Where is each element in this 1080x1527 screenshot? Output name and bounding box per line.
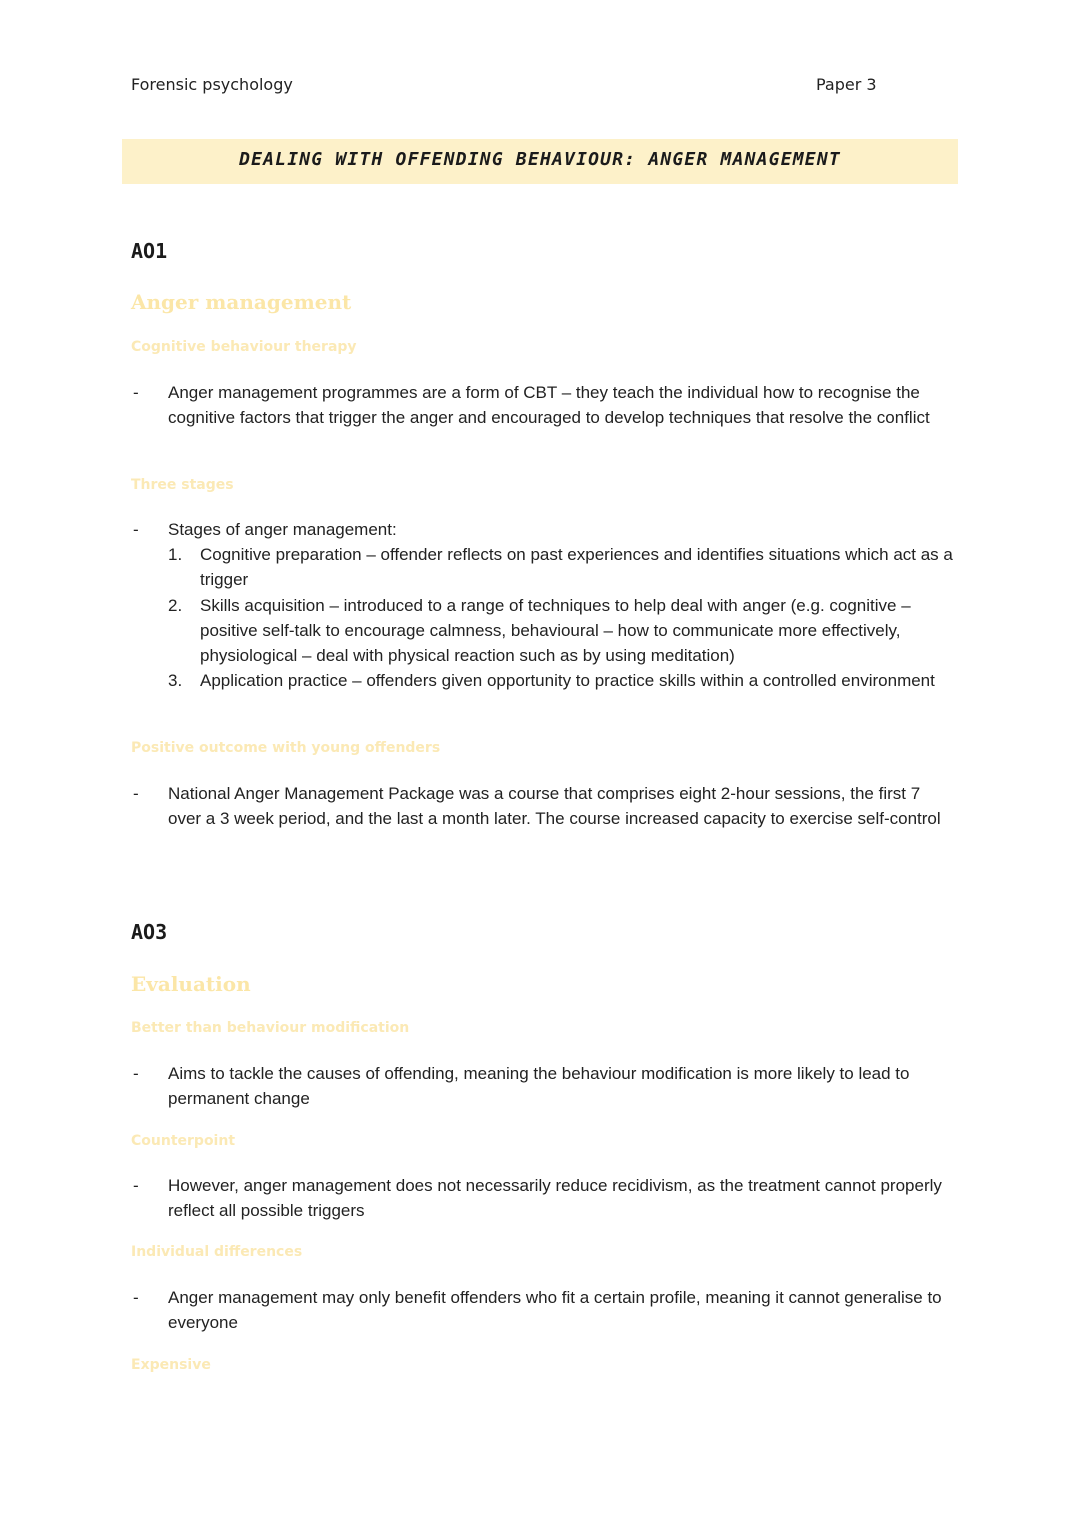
young-offenders-bullet <box>133 781 953 832</box>
ao3-label: AO3 <box>131 920 168 944</box>
bullet-marker: - <box>133 383 139 402</box>
bullet-text: Anger management programmes are a form of CBT – they teach the individual how to recognise the cognitive factors that trigger the anger and encouraged to develop techniques that resolve the conflict <box>168 383 930 428</box>
cbt-bullet <box>133 380 953 431</box>
bullet-text: Aims to tackle the causes of offending, meaning the behaviour modification is more likely to lead to permanent change <box>168 1064 910 1109</box>
bullet-text: Stages of anger management: <box>168 520 397 539</box>
list-item-text: Skills acquisition – introduced to a range of techniques to help deal with anger (e.g. cognitive – positive self-talk to encourage calmness, behavioural – how to communicate more effectively, physiological – deal with physical reaction such as by using meditation) <box>200 595 911 666</box>
ao1-heading: Anger management <box>131 290 352 314</box>
bullet-text: Anger management may only benefit offenders who fit a certain profile, meaning it cannot generalise to everyone <box>168 1288 942 1333</box>
list-item <box>168 542 953 593</box>
bullet-marker: - <box>133 1176 139 1195</box>
individual-differences-subheading: Individual differences <box>131 1244 303 1260</box>
list-number: 2. <box>168 595 183 615</box>
counterpoint-subheading: Counterpoint <box>131 1133 236 1149</box>
title-banner <box>122 139 958 184</box>
list-number: 1. <box>168 545 183 564</box>
individual-differences-bullet <box>133 1285 953 1336</box>
expensive-subheading: Expensive <box>131 1357 211 1373</box>
better-bullet <box>133 1061 953 1112</box>
young-offenders-subheading: Positive outcome with young offenders <box>131 740 441 756</box>
stages-list <box>168 542 953 694</box>
page-title: DEALING WITH OFFENDING BEHAVIOUR: ANGER MANAGEMENT <box>239 149 841 170</box>
bullet-marker: - <box>133 784 139 803</box>
cbt-subheading: Cognitive behaviour therapy <box>131 339 357 355</box>
bullet-marker: - <box>133 1064 139 1083</box>
bullet-marker: - <box>133 520 139 539</box>
document-header-paper: Paper 3 <box>816 75 877 94</box>
stages-bullet <box>133 517 953 542</box>
stages-subheading: Three stages <box>131 477 234 493</box>
bullet-text: National Anger Management Package was a course that comprises eight 2-hour sessions, the first 7 over a 3 week period, and the last a month later. The course increased capacity to exercise self-control <box>168 784 941 829</box>
ao3-heading: Evaluation <box>131 972 251 996</box>
list-item <box>168 593 953 669</box>
bullet-marker: - <box>133 1288 139 1307</box>
list-item-text: Application practice – offenders given opportunity to practice skills within a controlled environment <box>200 671 935 691</box>
list-item <box>168 668 953 693</box>
counterpoint-bullet <box>133 1173 953 1224</box>
list-number: 3. <box>168 671 183 691</box>
better-subheading: Better than behaviour modification <box>131 1020 410 1036</box>
list-item-text: Cognitive preparation – offender reflects on past experiences and identifies situations which act as a trigger <box>200 545 953 590</box>
ao1-label: AO1 <box>131 239 168 263</box>
bullet-text: However, anger management does not necessarily reduce recidivism, as the treatment cannot properly reflect all possible triggers <box>168 1176 942 1221</box>
document-header-subject: Forensic psychology <box>131 75 293 94</box>
